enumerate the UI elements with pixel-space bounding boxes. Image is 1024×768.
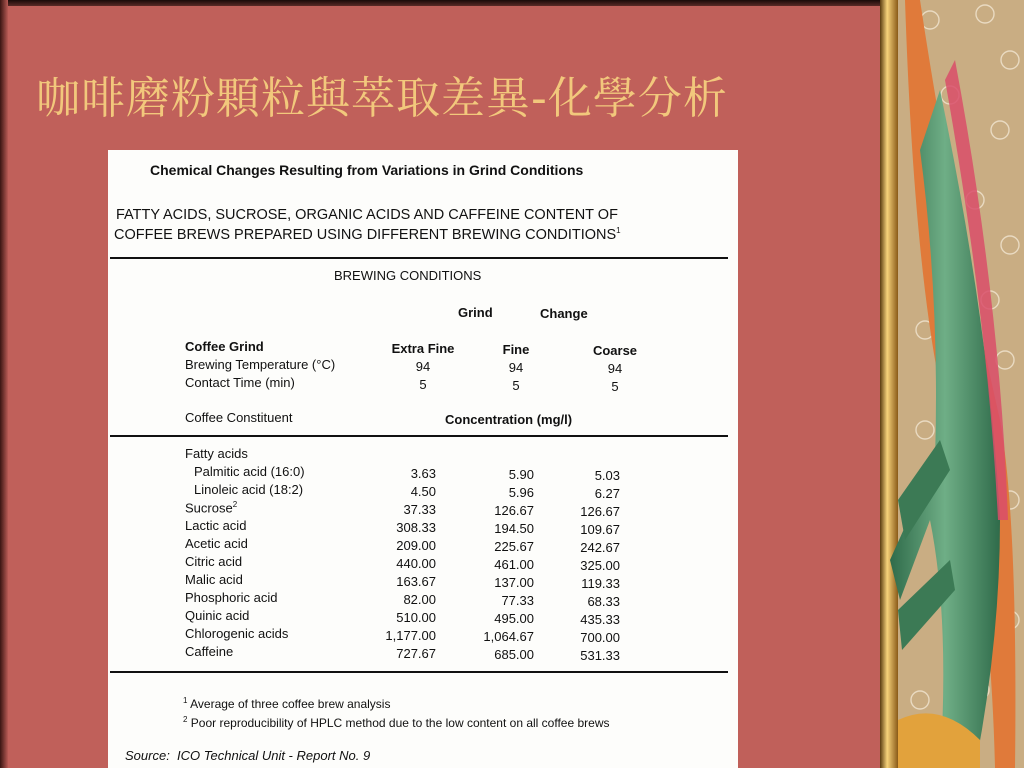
footnote-1: [183, 696, 390, 711]
grind-header: Grind: [458, 305, 493, 320]
param-value: Fine: [502, 342, 530, 357]
rule-top: [110, 257, 728, 259]
row-value-extra-fine: 510.00: [396, 610, 436, 625]
row-label: Quinic acid: [185, 608, 250, 623]
row-value-extra-fine: 163.67: [396, 574, 436, 589]
row-value-coarse: 5.03: [594, 468, 620, 483]
concentration-header: Concentration (mg/l): [445, 412, 573, 427]
doc-subtitle-line2-text: COFFEE BREWS PREPARED USING DIFFERENT BREWING CONDITIONS: [114, 226, 617, 243]
source-label: Source:: [125, 748, 170, 763]
footnote-2: [183, 715, 609, 730]
row-label: Malic acid: [185, 572, 243, 587]
row-value-fine: 495.00: [494, 611, 534, 626]
brewing-conditions-header: BREWING CONDITIONS: [334, 268, 482, 283]
row-value-fine: 5.90: [508, 467, 534, 482]
row-value-extra-fine: 1,177.00: [385, 628, 436, 643]
footnote-text: Average of three coffee brew analysis: [190, 697, 391, 711]
row-label: Phosphoric acid: [185, 590, 278, 605]
row-value-extra-fine: 209.00: [396, 538, 436, 553]
row-value-coarse: 68.33: [587, 594, 620, 609]
row-label-text: Sucrose: [185, 500, 233, 516]
param-value: 94: [607, 361, 623, 376]
row-label: Lactic acid: [185, 518, 247, 533]
row-value-extra-fine: 308.33: [396, 520, 436, 535]
param-value: Coarse: [592, 343, 638, 358]
param-label-contact-time: Contact Time (min): [185, 375, 295, 390]
row-value-coarse: 700.00: [580, 630, 620, 645]
row-value-coarse: 6.27: [594, 486, 620, 501]
change-header: Change: [540, 306, 588, 321]
row-value-fine: 137.00: [494, 575, 534, 590]
row-value-coarse: 119.33: [581, 576, 620, 591]
rule-bottom: [110, 671, 728, 673]
decorative-side-panel: [880, 0, 1024, 768]
row-value-fine: 1,064.67: [483, 629, 534, 644]
footnote-text: Poor reproducibility of HPLC method due to the low content on all coffee brews: [190, 716, 610, 730]
source-line: [125, 748, 370, 763]
row-value-coarse: 126.67: [580, 504, 620, 519]
left-edge-shadow: [0, 0, 8, 768]
rule-middle: [110, 435, 728, 437]
param-label-temperature: Brewing Temperature (°C): [185, 357, 336, 372]
param-value: Extra Fine: [391, 341, 455, 356]
row-label: [185, 500, 237, 515]
row-value-extra-fine: 4.50: [410, 484, 436, 499]
param-label-grind: Coffee Grind: [185, 339, 264, 354]
doc-heading: Chemical Changes Resulting from Variations in Grind Conditions: [150, 162, 584, 178]
top-border: [0, 0, 880, 6]
row-value-fine: 5.96: [508, 485, 534, 500]
row-value-fine: 194.50: [494, 521, 534, 536]
param-value: 5: [611, 379, 619, 394]
row-value-fine: 685.00: [494, 647, 534, 662]
constituent-header: Coffee Constituent: [185, 410, 293, 425]
param-value: 94: [508, 360, 524, 375]
row-value-coarse: 242.67: [580, 540, 620, 555]
row-value-coarse: 109.67: [580, 522, 620, 537]
group-fatty-acids: Fatty acids: [185, 446, 248, 461]
row-value-fine: 461.00: [494, 557, 534, 572]
footnote-number: 2: [183, 715, 188, 724]
row-label: Palmitic acid (16:0): [194, 464, 305, 479]
row-value-coarse: 435.33: [580, 612, 620, 627]
doc-subtitle-line1: FATTY ACIDS, SUCROSE, ORGANIC ACIDS AND CAFFEINE CONTENT OF: [116, 207, 618, 223]
doc-subtitle-footnote-mark: 1: [616, 226, 621, 235]
row-value-coarse: 531.33: [580, 648, 620, 663]
row-value-fine: 77.33: [501, 593, 534, 608]
doc-subtitle-line2: [114, 226, 621, 243]
source-text: ICO Technical Unit - Report No. 9: [177, 748, 371, 763]
row-value-extra-fine: 440.00: [396, 556, 436, 571]
slide-title: 咖啡磨粉顆粒與萃取差異-化學分析: [36, 73, 728, 124]
row-value-fine: 225.67: [494, 539, 534, 554]
row-label: Chlorogenic acids: [185, 626, 289, 641]
param-value: 5: [419, 377, 427, 392]
row-label: Acetic acid: [185, 536, 248, 551]
scanned-table-document: [108, 150, 738, 768]
row-value-coarse: 325.00: [580, 558, 620, 573]
param-value: 5: [512, 378, 520, 393]
row-value-extra-fine: 3.63: [410, 466, 436, 481]
row-value-fine: 126.67: [494, 503, 534, 518]
footnote-number: 1: [183, 696, 188, 705]
row-label: Caffeine: [185, 644, 234, 659]
row-value-extra-fine: 727.67: [396, 646, 436, 661]
row-label: Linoleic acid (18:2): [194, 482, 304, 497]
footnote-mark: 2: [232, 500, 238, 509]
row-value-extra-fine: 82.00: [403, 592, 436, 607]
row-value-extra-fine: 37.33: [403, 502, 436, 517]
row-label: Citric acid: [185, 554, 243, 569]
param-value: 94: [415, 359, 431, 374]
